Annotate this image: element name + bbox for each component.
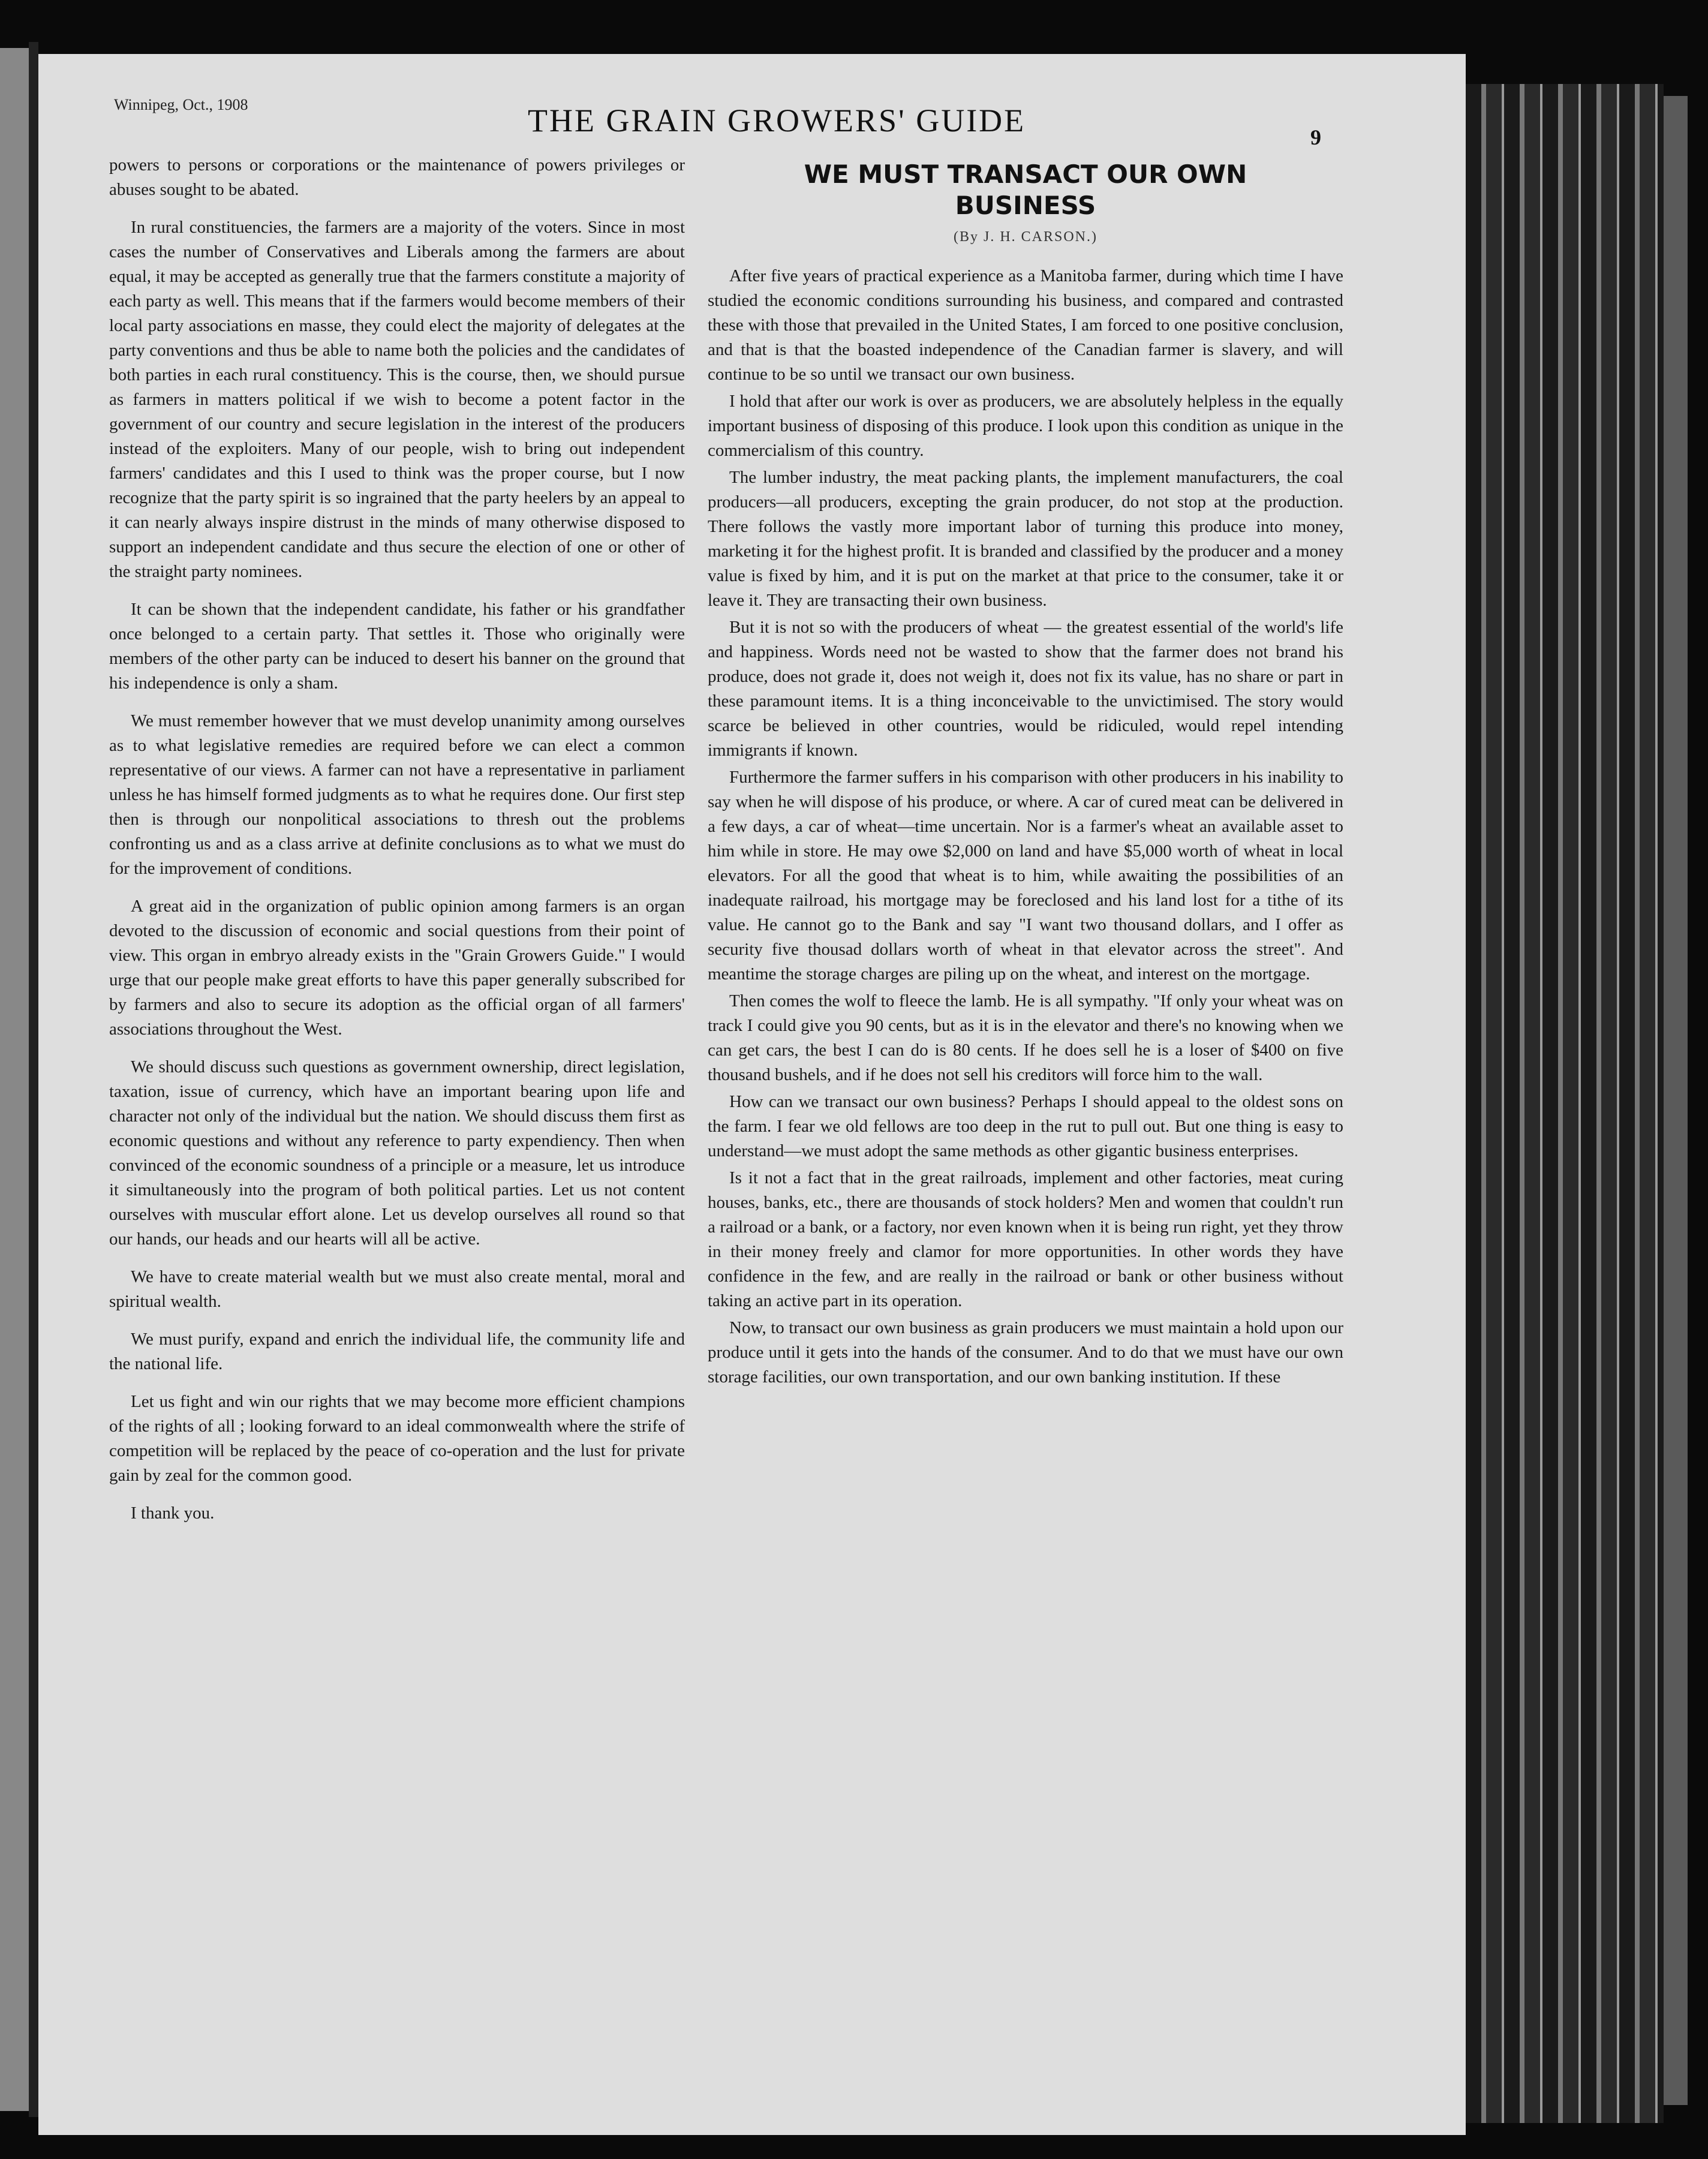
binding-gutter bbox=[29, 42, 38, 2117]
left-paragraph: In rural constituencies, the farmers are a majority of the voters. Since in most cases the number of Conservatives and Liberals among the farmers are about equal, it may be accepted as generally true that the farmers constitute a majority of each party as well. This means that if the farmers would become members of their local party associations en masse, they could elect the majority of delegates at the party conventions and thus be able to name both the policies and the candidates of both parties in each rural constituency. This is the course, then, we should pursue as farmers in matters political if we wish to become a potent factor in the government of our country and secure legislation in the interest of the producers instead of the exploiters. Many of our people, wish to bring out independent farmers' candidates and this I used to think was the proper course, but I now recognize that the party spirit is so ingrained that the party heelers by an appeal to it can nearly always inspire distrust in the minds of many otherwise disposed to support an independent candidate and thus secure the election of one or other of the straight party nominees. bbox=[109, 218, 685, 581]
article-title-line1: WE MUST TRANSACT OUR OWN bbox=[804, 160, 1247, 189]
right-paragraph: I hold that after our work is over as producers, we are absolutely helpless in the equally important business of disposing of this produce. I look upon this condition as unique in the commercialism of this country. bbox=[708, 392, 1343, 460]
left-paragraph: powers to persons or corporations or the maintenance of powers privileges or abuses sought to be abated. bbox=[109, 155, 685, 199]
page-header bbox=[72, 90, 1439, 156]
right-paragraph: Furthermore the farmer suffers in his comparison with other producers in his inability to say when he will dispose of his produce, or where. A car of cured meat can be delivered in a few days, a car of wheat—time uncertain. Nor is a farmer's wheat an available asset to him while in store. He may owe $2,000 on land and have $5,000 worth of wheat in local elevators. For all the good that wheat is to him, while awaiting the possibilities of an inadequate railroad, his mortgage may be foreclosed and his land lost for a tithe of its value. He cannot go to the Bank and say "I want two thousand dollars, and I offer as security five thousad dollars worth of wheat in that elevator across the street". And meantime the storage charges are piling up on the wheat, and interest on the mortgage. bbox=[708, 768, 1343, 984]
right-paragraph: How can we transact our own business? Perhaps I should appeal to the oldest sons on the farm. I fear we old fellows are too deep in the rut to pull out. But one thing is easy to understand—we must adopt the same methods as other gigantic business enterprises. bbox=[708, 1092, 1343, 1160]
left-paragraph: We must purify, expand and enrich the individual life, the community life and the national life. bbox=[109, 1330, 685, 1373]
left-paragraph: It can be shown that the independent candidate, his father or his grandfather once belonged to a certain party. That settles it. Those who originally were members of the other party can be induced to desert his banner on the ground that his independence is only a sham. bbox=[109, 600, 685, 693]
left-page-edge bbox=[0, 48, 29, 2111]
right-page-edge bbox=[1664, 96, 1688, 2105]
left-paragraph: We must remember however that we must develop unanimity among ourselves as to what legislative remedies are required before we can elect a common representative of our views. A farmer can not have a representative in parliament unless he has himself formed judgments as to what he requires done. Our first step then is through our nonpolitical associations to thresh out the problems confronting us and as a class arrive at definite conclusions as to what we must do for the improvement of conditions. bbox=[109, 711, 685, 878]
article-title-line2: BUSINESS bbox=[955, 191, 1096, 220]
right-paragraph: But it is not so with the producers of wheat — the greatest essential of the world's life and happiness. Words need not be wasted to show that the farmer does not brand his produce, does not grade it, does not weigh it, does not fix its value, has no share or part in these paramount items. It is a thing inconceivable to the unvictimised. The story would scarce be believed in other countries, would be ridiculed, would repel intending immigrants if known. bbox=[708, 618, 1343, 760]
left-column bbox=[109, 153, 685, 1539]
left-paragraph: A great aid in the organization of public opinion among farmers is an organ devoted to the discussion of economic and social questions from their point of view. This organ in embryo already exists in the "Grain Growers Guide." I would urge that our people make great efforts to have this paper generally subscribed for by farmers and also to secure its adoption as the official organ of all farmers' associations throughout the West. bbox=[109, 897, 685, 1039]
right-paragraph: Now, to transact our own business as grain producers we must maintain a hold upon our produce until it gets into the hands of the consumer. And to do that we must have our own storage facilities, our own transportation, and our own banking institution. If these bbox=[708, 1318, 1343, 1387]
book-page-edges bbox=[1466, 84, 1664, 2123]
right-column bbox=[708, 153, 1343, 1392]
left-paragraph: Let us fight and win our rights that we may become more efficient champions of the rights of all ; looking forward to an ideal commonwealth where the strife of competition will be replaced by the peace of co-operation and the lust for private gain by zeal for the common good. bbox=[109, 1392, 685, 1485]
right-paragraph: After five years of practical experience as a Manitoba farmer, during which time I have studied the economic conditions surrounding his business, and compared and contrasted these with those that prevailed in the United States, I am forced to one positive conclusion, and that is that the boasted independence of the Canadian farmer is slavery, and will continue to be so until we transact our own business. bbox=[708, 266, 1343, 384]
page-number: 9 bbox=[1310, 125, 1321, 149]
publication-title: THE GRAIN GROWERS' GUIDE bbox=[528, 103, 1026, 139]
left-paragraph: We have to create material wealth but we must also create mental, moral and spiritual wealth. bbox=[109, 1267, 685, 1311]
issue-date: Winnipeg, Oct., 1908 bbox=[114, 96, 248, 113]
right-paragraph: Then comes the wolf to fleece the lamb. He is all sympathy. "If only your wheat was on track I could give you 90 cents, but as it is in the elevator and there's no knowing when we can get cars, the best I can do is 80 cents. If he does sell he is a loser of $400 on five thousand bushels, and if he does not sell his creditors will force him to the wall. bbox=[708, 991, 1343, 1084]
article-byline: (By J. H. CARSON.) bbox=[953, 229, 1098, 245]
right-paragraph: Is it not a fact that in the great railroads, implement and other factories, meat curing houses, banks, etc., there are thousands of stock holders? Men and women that couldn't run a railroad or a bank, or a factory, nor even known when it is being run right, yet they throw in their money freely and clamor for more opportunities. In other words they have confidence in the few, and are really in the railroad or bank or other business without taking an active part in its operation. bbox=[708, 1168, 1343, 1310]
left-paragraph: We should discuss such questions as government ownership, direct legislation, taxation, issue of currency, which have an important bearing upon life and character not only of the individual but the nation. We should discuss them first as economic questions and without any reference to party expendiency. Then when convinced of the economic soundness of a principle or a measure, let us introduce it simultaneously into the program of both political parties. Let us not content ourselves with muscular effort alone. Let us develop ourselves all round so that our hands, our heads and our hearts will all be active. bbox=[109, 1057, 685, 1249]
right-paragraph: The lumber industry, the meat packing plants, the implement manufacturers, the coal producers—all producers, excepting the grain producer, do not stop at the production. There follows the vastly more important labor of turning this produce into money, marketing it for the highest profit. It is branded and classified by the producer and a money value is fixed by him, and it is put on the market at that price to the consumer, take it or leave it. They are transacting their own business. bbox=[708, 468, 1343, 610]
left-paragraph: I thank you. bbox=[131, 1504, 215, 1523]
article-title bbox=[708, 159, 1343, 221]
